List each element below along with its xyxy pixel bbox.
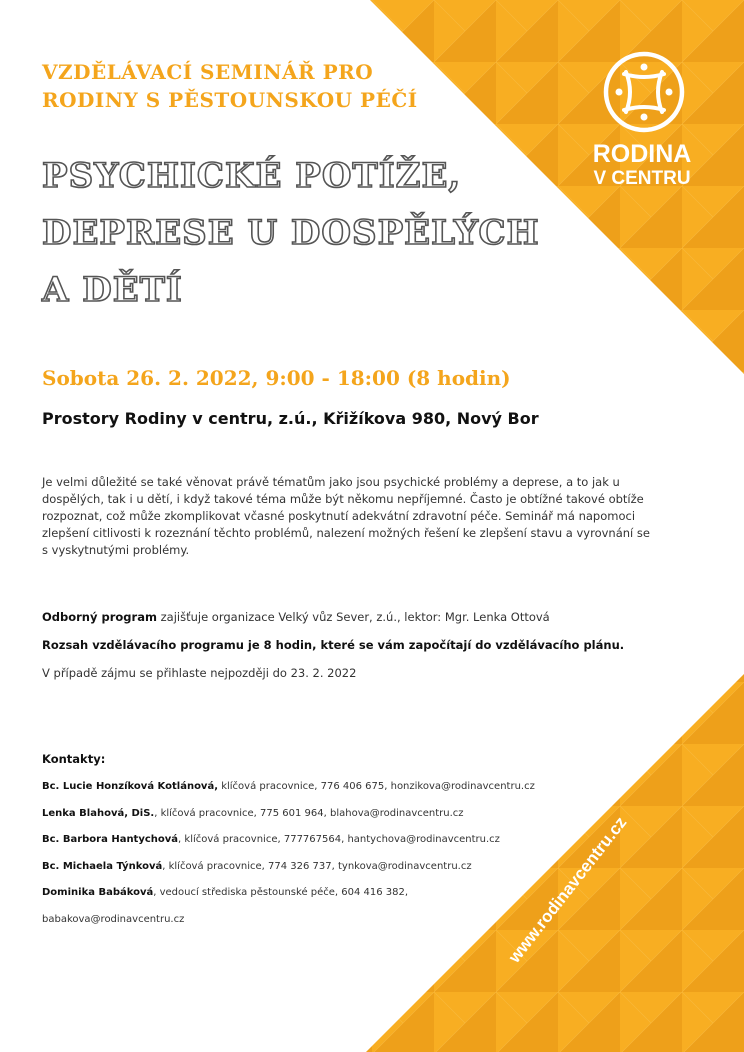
page-title bbox=[42, 148, 540, 319]
program-label: Odborný program bbox=[42, 610, 157, 624]
program-line bbox=[42, 610, 550, 624]
contact-item bbox=[42, 808, 464, 819]
contact-item bbox=[42, 861, 472, 872]
contact-item bbox=[42, 781, 535, 792]
title-line-2: DEPRESE U DOSPĚLÝCH bbox=[42, 213, 540, 253]
contact-name: Bc. Michaela Týnková bbox=[42, 861, 163, 872]
contact-item bbox=[42, 834, 500, 845]
contact-name: Bc. Lucie Honzíková Kotlánová, bbox=[42, 781, 219, 792]
contact-details: , klíčová pracovnice, 774 326 737, tynkova@rodinavcentru.cz bbox=[162, 861, 472, 872]
brand-name-line-2: V CENTRU bbox=[593, 168, 691, 189]
website-link[interactable]: www.rodinavcentru.cz bbox=[504, 813, 631, 967]
brand-name bbox=[562, 140, 722, 190]
subtitle-line-1: VZDĚLÁVACÍ SEMINÁŘ PRO bbox=[42, 60, 374, 84]
contact-details: klíčová pracovnice, 776 406 675, honzikova@rodinavcentru.cz bbox=[218, 781, 535, 792]
program-scope: Rozsah vzdělávacího programu je 8 hodin, které se vám započítají do vzdělávacího plánu. bbox=[42, 638, 625, 652]
family-circle-logo-icon bbox=[602, 50, 686, 134]
event-date: Sobota 26. 2. 2022, 9:00 - 18:00 (8 hodin) bbox=[42, 366, 511, 390]
contact-item bbox=[42, 887, 408, 898]
title-line-1: PSYCHICKÉ POTÍŽE, bbox=[42, 156, 462, 196]
registration-deadline: V případě zájmu se přihlaste nejpozději do 23. 2. 2022 bbox=[42, 666, 357, 680]
contact-details: , klíčová pracovnice, 777767564, hantychova@rodinavcentru.cz bbox=[178, 834, 500, 845]
subtitle-line-2: RODINY S PĚSTOUNSKOU PÉČÍ bbox=[42, 88, 418, 112]
seminar-subtitle bbox=[42, 58, 418, 114]
contact-name: Lenka Blahová, DiS. bbox=[42, 808, 155, 819]
title-line-3: A DĚTÍ bbox=[42, 270, 183, 310]
contacts-heading: Kontakty: bbox=[42, 752, 106, 766]
brand-name-line-1: RODINA bbox=[592, 140, 692, 168]
contact-name: Dominika Babáková bbox=[42, 887, 154, 898]
contact-name: Bc. Barbora Hantychová bbox=[42, 834, 179, 845]
program-text: zajišťuje organizace Velký vůz Sever, z.ú., lektor: Mgr. Lenka Ottová bbox=[156, 610, 550, 624]
intro-paragraph: Je velmi důležité se také věnovat právě tématům jako jsou psychické problémy a deprese, a to jak u dospělých, tak i u dětí, i když takové téma může být někomu nepříjemné. Často je obtížné takové obtíže rozpoznat, což může zkomplikovat včasné poskytnutí adekvátní zdravotní péče. Seminář má napomoci zlepšení citlivosti k rozeznání těchto problémů, nalezení možných řešení ke zlepšení stavu a vyrovnání se s vyskytnutými problémy. bbox=[42, 475, 650, 557]
event-venue: Prostory Rodiny v centru, z.ú., Křižíkova 980, Nový Bor bbox=[42, 409, 539, 428]
contact-details: , klíčová pracovnice, 775 601 964, blahova@rodinavcentru.cz bbox=[154, 808, 464, 819]
contact-details: , vedoucí střediska pěstounské péče, 604 416 382, bbox=[153, 887, 409, 898]
contact-email-extra: babakova@rodinavcentru.cz bbox=[42, 914, 185, 925]
